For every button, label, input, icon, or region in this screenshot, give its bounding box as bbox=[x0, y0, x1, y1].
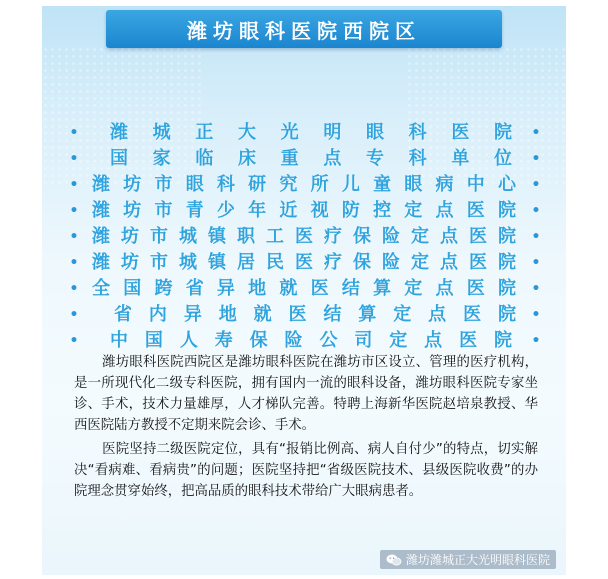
paragraph-positioning: 医院坚持二级医院定位，具有“报销比例高、病人自付少”的特点，切实解决“看病难、看病贵”的问题；医院坚持把“省级医院技术、县级医院收费”的办院理念贯穿始终，把高品质的眼科技术带给广大眼病患者。 bbox=[74, 442, 538, 499]
bullet-icon: • bbox=[531, 203, 541, 219]
designation-text: 国家临床重点专科单位 bbox=[110, 148, 512, 169]
bullet-icon: • bbox=[531, 229, 541, 245]
bullet-icon: • bbox=[531, 177, 541, 193]
list-item bbox=[68, 250, 542, 276]
source-watermark bbox=[380, 550, 556, 569]
list-item bbox=[68, 224, 542, 250]
bullet-icon: • bbox=[531, 151, 541, 167]
list-item bbox=[68, 146, 542, 172]
bullet-icon: • bbox=[531, 281, 541, 297]
page-title: 潍坊眼科医院西院区 bbox=[187, 18, 421, 43]
list-item bbox=[68, 302, 542, 328]
wechat-icon bbox=[386, 554, 402, 566]
bullet-icon: • bbox=[69, 255, 79, 271]
list-item bbox=[68, 328, 542, 354]
designation-list bbox=[68, 120, 542, 354]
designation-text: 潍坊市青少年近视防控定点医院 bbox=[92, 200, 516, 221]
bullet-icon: • bbox=[531, 255, 541, 271]
bullet-icon: • bbox=[69, 281, 79, 297]
bullet-icon: • bbox=[69, 203, 79, 219]
designation-text: 省内异地就医结算定点医院 bbox=[114, 304, 516, 325]
bullet-icon: • bbox=[531, 125, 541, 141]
description-body bbox=[74, 352, 538, 505]
list-item bbox=[68, 276, 542, 302]
designation-text: 潍坊市城镇居民医疗保险定点医院 bbox=[92, 252, 516, 273]
bullet-icon: • bbox=[69, 151, 79, 167]
bullet-icon: • bbox=[69, 229, 79, 245]
bullet-icon: • bbox=[69, 307, 79, 323]
bullet-icon: • bbox=[69, 333, 79, 349]
watermark-text: 潍坊潍城正大光明眼科医院 bbox=[405, 553, 550, 567]
list-item bbox=[68, 198, 542, 224]
bullet-icon: • bbox=[531, 333, 541, 349]
bullet-icon: • bbox=[69, 177, 79, 193]
designation-text: 潍坊市眼科研究所儿童眼病中心 bbox=[92, 174, 516, 195]
list-item bbox=[68, 172, 542, 198]
designation-text: 中国人寿保险公司定点医院 bbox=[110, 330, 512, 351]
title-banner bbox=[106, 10, 502, 48]
poster bbox=[42, 6, 566, 575]
designation-text: 潍城正大光明眼科医院 bbox=[110, 122, 512, 143]
paragraph-intro: 潍坊眼科医院西院区是潍坊眼科医院在潍坊市区设立、管理的医疗机构，是一所现代化二级专科医院，拥有国内一流的眼科设备，潍坊眼科医院专家坐诊、手术，技术力量雄厚，人才梯队完善。特聘上海新华医院赵培泉教授、华西医院陆方教授不定期来院会诊、手术。 bbox=[74, 355, 538, 433]
designation-text: 全国跨省异地就医结算定点医院 bbox=[92, 278, 516, 299]
designation-text: 潍坊市城镇职工医疗保险定点医院 bbox=[92, 226, 516, 247]
list-item bbox=[68, 120, 542, 146]
bullet-icon: • bbox=[69, 125, 79, 141]
bullet-icon: • bbox=[531, 307, 541, 323]
